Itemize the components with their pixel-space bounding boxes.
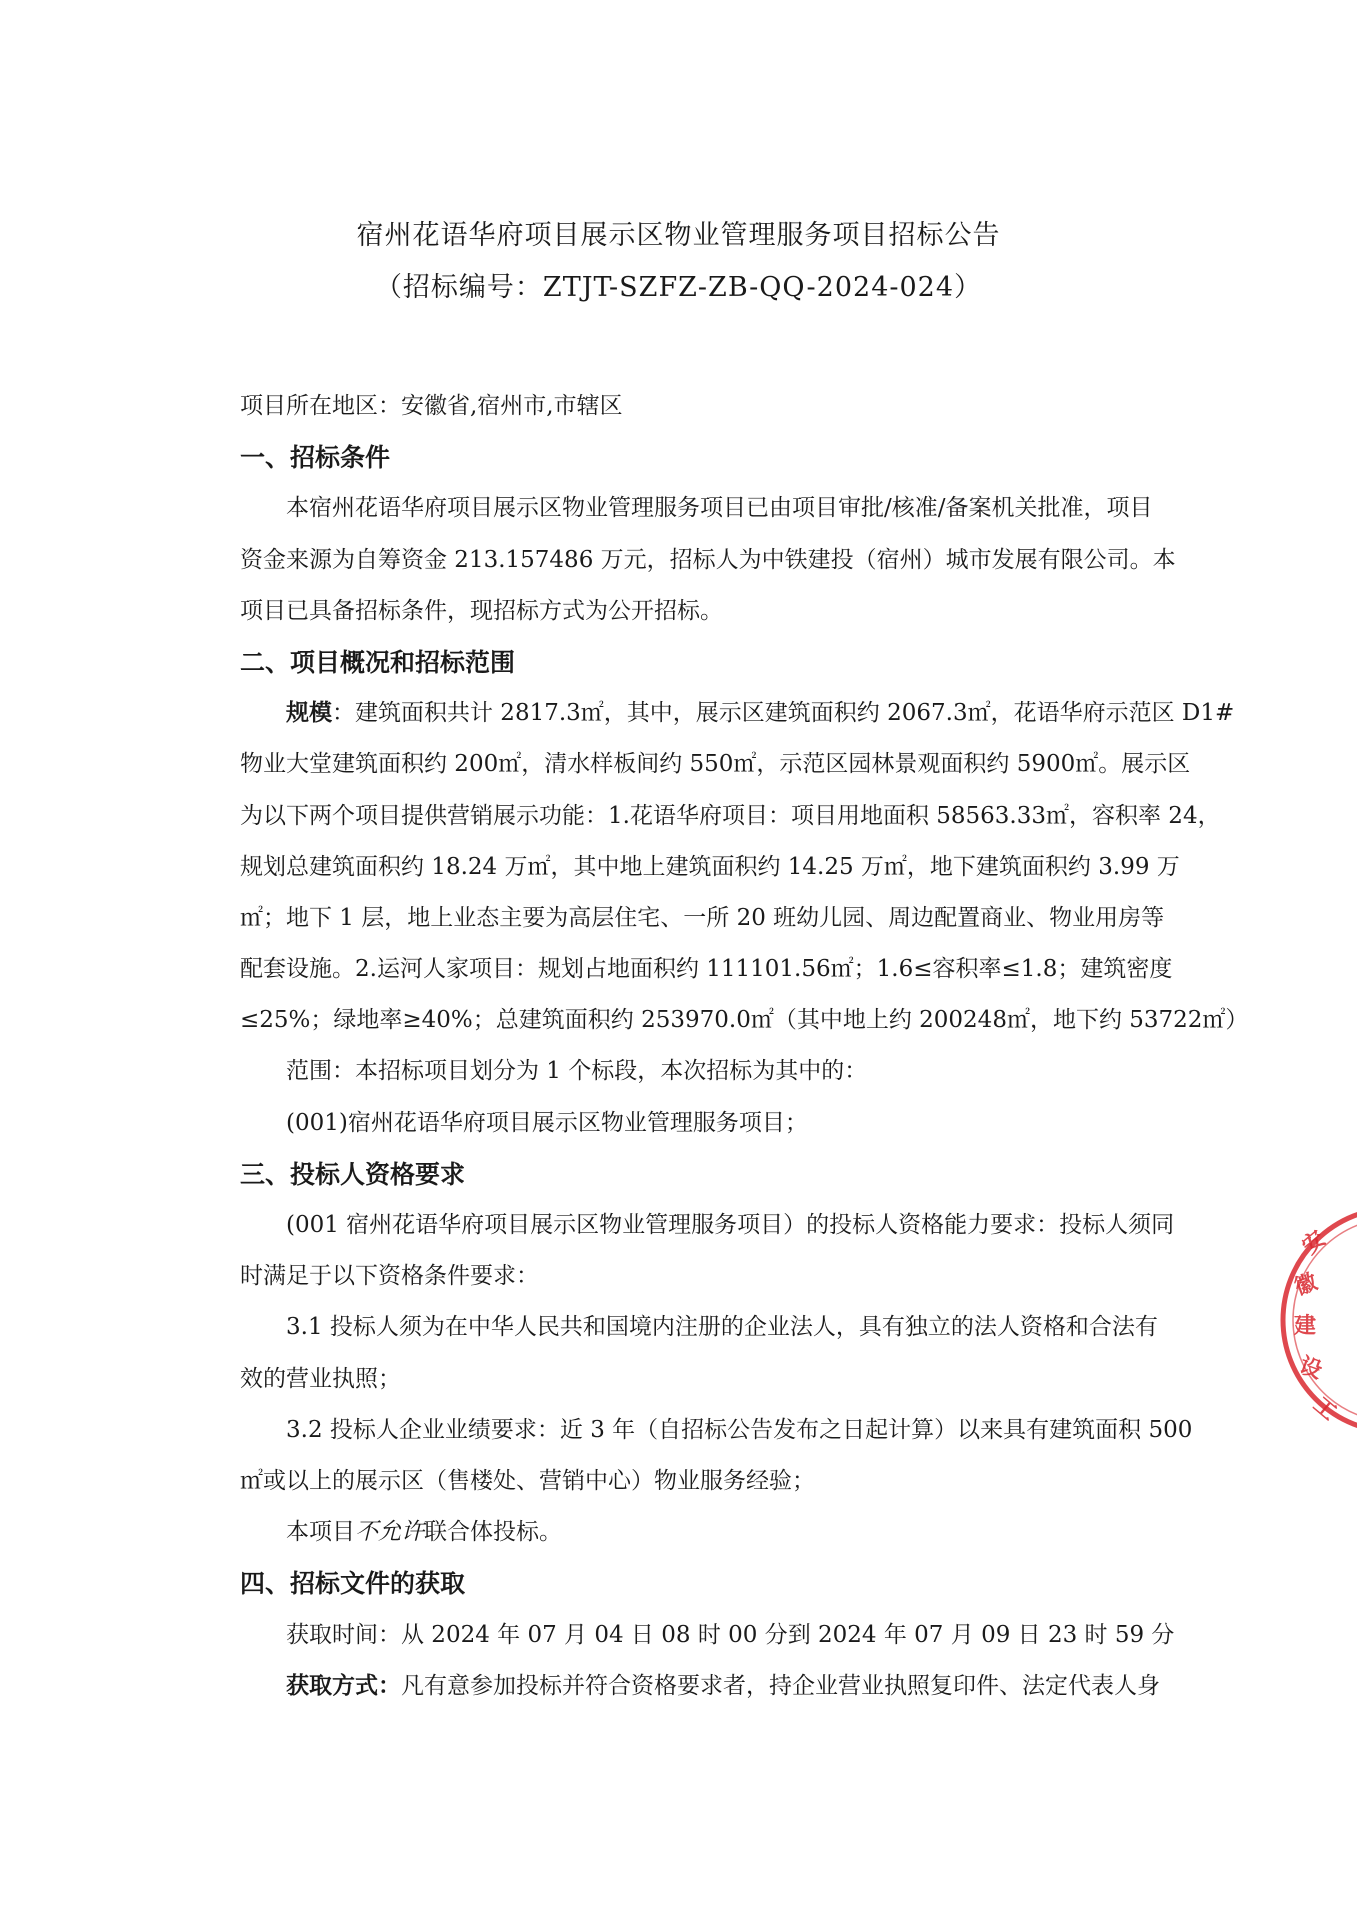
document-body: [240, 381, 1249, 1712]
paragraph-line: 规划总建筑面积约 18.24 万㎡，其中地上建筑面积约 14.25 万㎡，地下建筑面积约 3.99 万: [240, 853, 1180, 880]
consortium-note: 本项目不允许联合体投标。: [286, 1519, 562, 1546]
svg-text:建: 建: [1294, 1314, 1317, 1339]
document-title: 宿州花语华府项目展示区物业管理服务项目招标公告: [356, 220, 1001, 251]
official-seal-stamp: [1270, 1195, 1357, 1445]
paragraph-line: (001 宿州花语华府项目展示区物业管理服务项目）的投标人资格能力要求：投标人须同: [286, 1212, 1175, 1238]
paragraph-line: ≤25%；绿地率≥40%；总建筑面积约 253970.0㎡（其中地上约 200248㎡，地下约 53722㎡）: [240, 1007, 1249, 1034]
consortium-value: 不允许: [355, 1519, 424, 1546]
paragraph-line: ㎡；地下 1 层，地上业态主要为高层住宅、一所 20 班幼儿园、周边配置商业、物业用房等: [240, 904, 1165, 931]
paragraph-line: 规模：建筑面积共计 2817.3㎡，其中，展示区建筑面积约 2067.3㎡，花语华府示范区 D1#: [286, 700, 1235, 727]
project-location: 项目所在地区：安徽省,宿州市,市辖区: [240, 393, 623, 419]
acquisition-method: 获取方式：凡有意参加投标并符合资格要求者，持企业营业执照复印件、法定代表人身: [286, 1672, 1160, 1699]
paragraph-line: 本宿州花语华府项目展示区物业管理服务项目已由项目审批/核准/备案机关批准，项目: [286, 495, 1153, 522]
acquisition-time: 获取时间：从 2024 年 07 月 04 日 08 时 00 分到 2024 年 07 月 09 日 23 时 59 分: [286, 1621, 1175, 1648]
scale-label: 规模: [286, 700, 332, 727]
section-1-heading: 一、招标条件: [240, 443, 391, 473]
section-4-heading: 四、招标文件的获取: [240, 1569, 466, 1599]
svg-text:徽: 徽: [1291, 1269, 1321, 1301]
section-2-heading: 二、项目概况和招标范围: [240, 647, 516, 677]
paragraph-line: 物业大堂建筑面积约 200㎡，清水样板间约 550㎡，示范区园林景观面积约 5900㎡。展示区: [240, 751, 1191, 778]
svg-text:工: 工: [1308, 1392, 1342, 1426]
requirement-3-1: 3.1 投标人须为在中华人民共和国境内注册的企业法人，具有独立的法人资格和合法有: [286, 1314, 1158, 1341]
requirement-3-2-cont: ㎡或以上的展示区（售楼处、营销中心）物业服务经验；: [240, 1467, 815, 1494]
paragraph-line: 资金来源为自筹资金 213.157486 万元，招标人为中铁建投（宿州）城市发展有限公司。本: [240, 546, 1176, 573]
scope-text: 范围：本招标项目划分为 1 个标段，本次招标为其中的：: [286, 1058, 868, 1085]
paragraph-line: 项目已具备招标条件，现招标方式为公开招标。: [240, 597, 723, 624]
paragraph-line: 配套设施。2.运河人家项目：规划占地面积约 111101.56㎡；1.6≤容积率≤1.8；建筑密度: [240, 956, 1173, 983]
svg-text:设: 设: [1295, 1353, 1326, 1385]
lot-item: (001)宿州花语华府项目展示区物业管理服务项目；: [286, 1109, 808, 1136]
svg-text:安: 安: [1297, 1226, 1331, 1260]
paragraph-line: 时满足于以下资格条件要求：: [240, 1263, 539, 1290]
requirement-3-2: 3.2 投标人企业业绩要求：近 3 年（自招标公告发布之日起计算）以来具有建筑面积 500: [286, 1416, 1193, 1443]
paragraph-line: 为以下两个项目提供营销展示功能：1.花语华府项目：项目用地面积 58563.33㎡，容积率 24，: [240, 802, 1221, 829]
requirement-3-1-cont: 效的营业执照；: [240, 1365, 401, 1392]
tender-code: （招标编号：ZTJT-SZFZ-ZB-QQ-2024-024）: [374, 272, 983, 303]
section-3-heading: 三、投标人资格要求: [240, 1159, 466, 1189]
